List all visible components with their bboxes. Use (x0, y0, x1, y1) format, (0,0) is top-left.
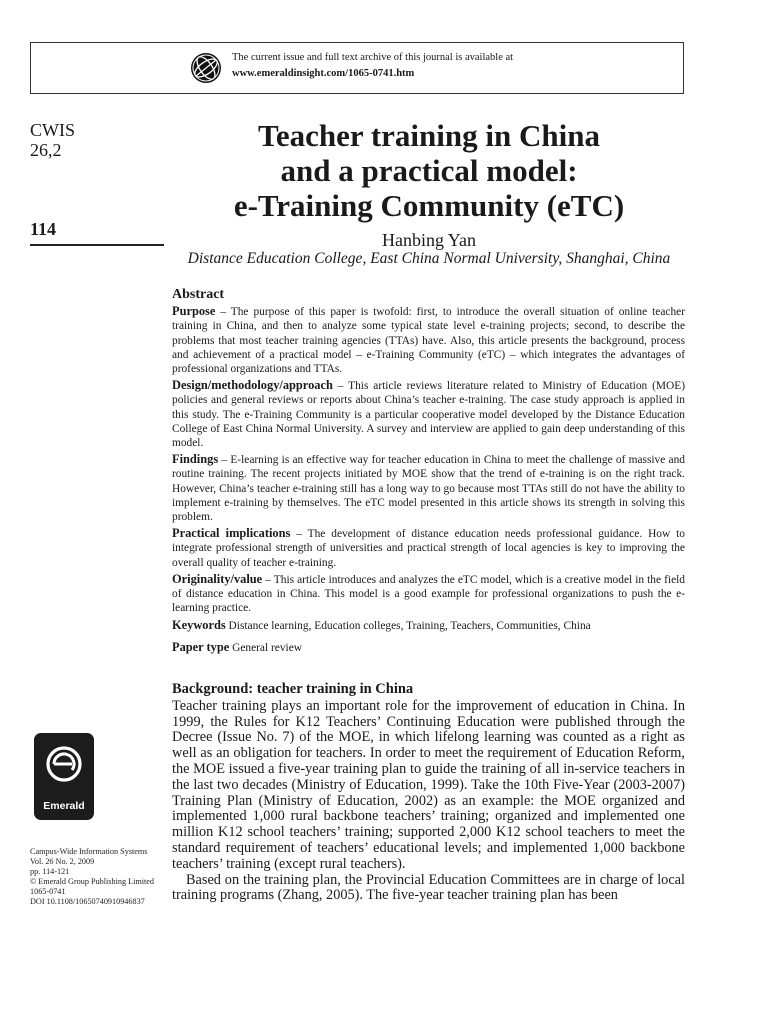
article-title (172, 118, 686, 223)
journal-code (30, 120, 75, 160)
pubinfo-line: 1065-0741 (30, 887, 66, 896)
abstract-label: Practical implications (172, 526, 291, 541)
page-number-rule (30, 244, 164, 246)
journal-volume: 26,2 (30, 140, 62, 160)
author-name: Hanbing Yan (381, 230, 476, 250)
abstract-design (172, 378, 685, 450)
abstract-implications (172, 526, 685, 570)
abstract-originality (172, 572, 685, 616)
section-heading: Background: teacher training in China (172, 681, 414, 697)
title-line-3: e-Training Community (eTC) (233, 188, 625, 223)
pubinfo-line: Campus-Wide Information Systems (30, 847, 148, 856)
keywords-label: Keywords (172, 618, 226, 633)
emerald-logo (34, 733, 94, 820)
abstract-text: – The purpose of this paper is twofold: first, to introduce the overall situation of online teacher training in China, and then to analyze some typical state level e-training projects; second, to describe the problems that most teacher training agencies (TTAs) have. Also, this article presents the background, process and achievement of a practical model – e-Training Community (eTC) – which integrates the advantages of professional organizations and TTAs. (172, 306, 685, 376)
journal-abbrev: CWIS (30, 120, 75, 140)
abstract-label: Purpose (172, 304, 216, 319)
pubinfo-line: Vol. 26 No. 2, 2009 (30, 857, 95, 866)
title-line-2: and a practical model: (280, 153, 578, 188)
keywords (172, 618, 685, 633)
pubinfo-line: pp. 114-121 (30, 867, 70, 876)
abstract-text: – This article introduces and analyzes the eTC model, which is a creative model in the field of distance education in China. This model is a good example for professional organizations to push the e-learning practice. (172, 573, 685, 615)
abstract-text: – The development of distance education needs professional guidance. How to integrate professional strength of universities and practical strength of local agencies is key to improving the overall quality of teacher e-training. (172, 528, 685, 569)
availability-note: The current issue and full text archive of this journal is available at (232, 52, 514, 63)
article-body (172, 682, 685, 904)
abstract-findings (172, 452, 685, 524)
pubinfo-line: © Emerald Group Publishing Limited (30, 877, 155, 886)
pubinfo-line: DOI 10.1108/10650740910946837 (30, 897, 145, 906)
journal-availability-box (30, 42, 684, 94)
paper-type-label: Paper type (172, 639, 230, 654)
paper-type-text: General review (229, 641, 302, 654)
abstract (172, 288, 685, 661)
journal-url-link[interactable]: www.emeraldinsight.com/1065-0741.htm (232, 68, 415, 79)
author-affiliation: Distance Education College, East China Normal University, Shanghai, China (187, 250, 671, 267)
abstract-heading: Abstract (172, 287, 225, 302)
body-paragraph: Teacher training plays an important role for the improvement of education in China. In 1999, the Rules for K12 Teachers’ Continuing Education were published through the Decree (Issue No. 7) of the MOE, in which lifelong learning was counted as a right as well as an obligation for teachers. In order to meet the requirement of Education Reform, the MOE issued a five-year training plan to guide the training of all in-service teachers in the last two decades (Ministry of Education, 1999). Take the 10th Five-Year (2003-2007) Training Plan (Ministry of Education, 2002) as an example: the MOE organized and implemented 1,000 rural backbone teachers’ training; organized and implemented one million K12 school teachers’ training; supported 2,000 K12 school teachers to meet the standard requirement of teachers’ educational levels; and implemented 1,000 backbone teachers’ training (except rural teachers). (172, 697, 685, 872)
emerald-e-icon (45, 742, 83, 790)
body-paragraph: Based on the training plan, the Provincial Education Committees are in charge of local training programs (Zhang, 2005). The five-year teacher training plan has been (172, 871, 685, 904)
abstract-label: Design/methodology/approach (172, 378, 333, 393)
abstract-label: Findings (172, 452, 219, 467)
abstract-text: – This article reviews literature related to Ministry of Education (MOE) policies and general reviews or reports about China’s teacher e-training. The case study approach is applied in this study. The e-Training Community is a particular cooperative model developed by the Distance Education College of East China Normal University. A survey and interview are applied to gain deep understanding of this model. (172, 380, 685, 450)
title-line-1: Teacher training in China (258, 118, 600, 153)
globe-icon (190, 52, 222, 84)
abstract-purpose (172, 304, 685, 376)
publication-info (30, 847, 154, 907)
paper-type (172, 640, 685, 655)
abstract-label: Originality/value (172, 571, 263, 586)
emerald-logo-text: Emerald (43, 800, 85, 812)
keywords-text: Distance learning, Education colleges, Training, Teachers, Communities, China (225, 620, 591, 633)
page-number: 114 (30, 219, 57, 239)
abstract-text: – E-learning is an effective way for teacher education in China to meet the challenge of massive and routine training. The recent projects initiated by MOE show that the trend of e-training is on the right track. However, China’s teacher e-training still has a long way to go because most TTAs still do not have the ability to implement e-training by themselves. The eTC model presented in this article shows its strength in solving this problem. (172, 454, 685, 524)
